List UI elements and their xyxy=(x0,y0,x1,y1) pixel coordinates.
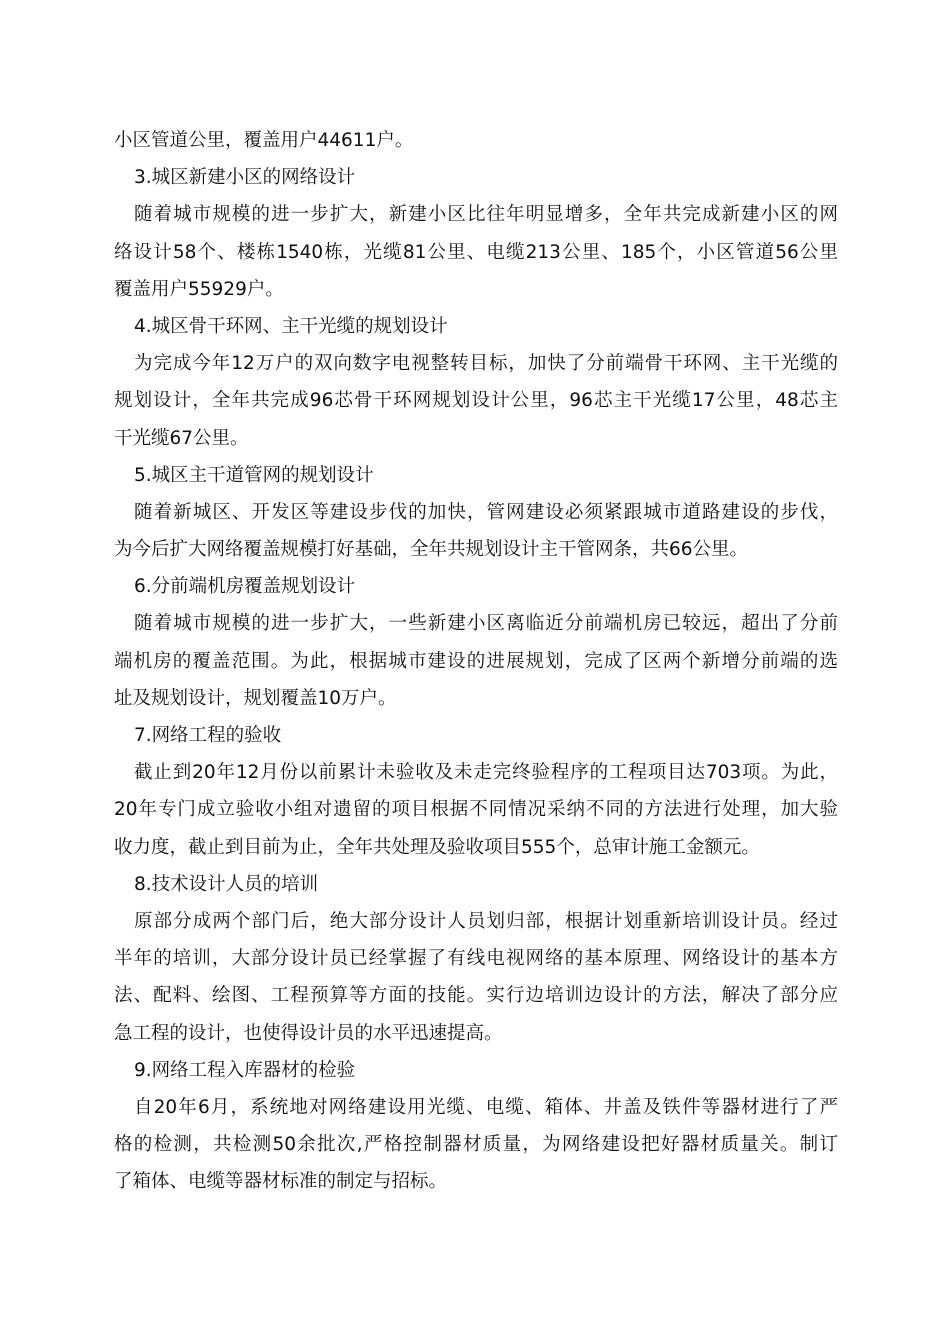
paragraph-line: 覆盖用户55929户。 xyxy=(114,278,284,300)
paragraph-line: 原部分成两个部门后，绝大部分设计人员划归部，根据计划重新培训设计员。经过 xyxy=(134,910,838,932)
section-heading: 6.分前端机房覆盖规划设计 xyxy=(134,576,356,598)
section-heading: 8.技术设计人员的培训 xyxy=(134,873,319,895)
section-heading: 4.城区骨干环网、主干光缆的规划设计 xyxy=(134,315,448,337)
section-heading: 3.城区新建小区的网络设计 xyxy=(134,167,356,189)
paragraph-line: 半年的培训，大部分设计员已经掌握了有线电视网络的基本原理、网络设计的基本方 xyxy=(114,948,838,970)
paragraph-line: 为完成今年12万户的双向数字电视整转目标，加快了分前端骨干环网、主干光缆的 xyxy=(134,353,838,375)
paragraph-line: 20年专门成立验收小组对遗留的项目根据不同情况采纳不同的方法进行处理，加大验 xyxy=(114,799,838,821)
section-heading: 5.城区主干道管网的规划设计 xyxy=(134,464,374,486)
paragraph-line: 了箱体、电缆等器材标准的制定与招标。 xyxy=(114,1171,448,1193)
paragraph-line: 格的检测，共检测50余批次,严格控制器材质量，为网络建设把好器材质量关。制订 xyxy=(114,1134,838,1156)
section-heading: 9.网络工程入库器材的检验 xyxy=(134,1059,356,1081)
paragraph-line: 法、配料、绘图、工程预算等方面的技能。实行边培训边设计的方法，解决了部分应 xyxy=(114,985,838,1007)
paragraph-line: 小区管道公里，覆盖用户44611户。 xyxy=(114,130,414,151)
paragraph-line: 规划设计，全年共完成96芯骨干环网规划设计公里，96芯主干光缆17公里，48芯主 xyxy=(114,390,838,412)
document-body xyxy=(114,122,838,1200)
paragraph-line: 端机房的覆盖范围。为此，根据城市建设的进展规划，完成了区两个新增分前端的选 xyxy=(114,650,838,672)
section-heading: 7.网络工程的验收 xyxy=(134,725,282,746)
paragraph-line: 络设计58个、楼栋1540栋，光缆81公里、电缆213公里、185个，小区管道56公里 xyxy=(114,241,838,263)
paragraph-line: 随着新城区、开发区等建设步伐的加快，管网建设必须紧跟城市道路建设的步伐， xyxy=(134,501,838,523)
paragraph-line: 为今后扩大网络覆盖规模打好基础，全年共规划设计主干管网条，共66公里。 xyxy=(114,539,749,561)
paragraph-line: 收力度，截止到目前为止，全年共处理及验收项目555个，总审计施工金额元。 xyxy=(114,836,760,858)
paragraph-line: 随着城市规模的进一步扩大，一些新建小区离临近分前端机房已较远，超出了分前 xyxy=(134,613,838,635)
paragraph-line: 随着城市规模的进一步扩大，新建小区比往年明显增多，全年共完成新建小区的网 xyxy=(134,204,838,226)
paragraph-line: 截止到20年12月份以前累计未验收及未走完终验程序的工程项目达703项。为此， xyxy=(134,762,838,784)
paragraph-line: 址及规划设计，规划覆盖10万户。 xyxy=(114,687,397,709)
paragraph-line: 急工程的设计，也使得设计员的水平迅速提高。 xyxy=(114,1022,503,1044)
paragraph-line: 干光缆67公里。 xyxy=(114,427,249,449)
paragraph-line: 自20年6月，系统地对网络建设用光缆、电缆、箱体、井盖及铁件等器材进行了严 xyxy=(134,1096,838,1118)
